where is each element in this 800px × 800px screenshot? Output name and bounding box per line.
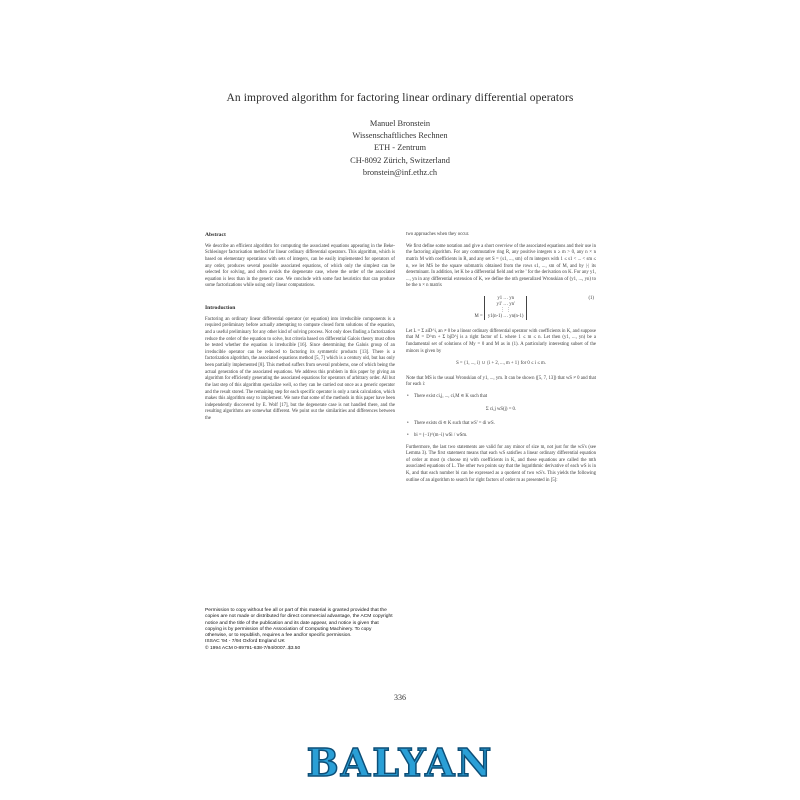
- bullet-item: • There exist ci,j, ..., ci,M ∈ K such that: [406, 394, 596, 401]
- equation-lhs: M =: [474, 314, 483, 319]
- introduction-text: Factoring an ordinary linear differential operator (or equation) into irreducible components is a required preliminary before actually attempting to compute closed form solutions of the equation, and a useful preliminary for any other kind of solving process. Not only does finding a factorization reduce the order of the equation to solve, but criteria based on differential Galois theory must often be tested whether the equation is irreducible [16]. Since determining the Galois group of an irreducible operator can be reduced to factoring its symmetric products [13]. There is a factorization algorithm, the associated equations method [5, 7] which is a century old, but has only been partially implemented [8]. This method suffers from several problems, one of which being the actual generation of the associated equations. We address this problem in this paper by giving an algorithm for efficiently generating the associated equations for operators of arbitrary order. All but the last step of this algorithm specialize well, so they can be carried out once as a generic operator and the result stored. The remaining step for each specific operator is only a rank calculation, which makes this algorithm easy to implement. We note that some of the methods in this paper have been independently discovered by E. Wolf [17], but the degenerate case is not handled there, and the resulting algorithms are somewhat different. We point out the similarities and differences between the: [205, 316, 395, 421]
- matrix-row: y1' … yn': [496, 302, 515, 307]
- author-address: CH-8092 Zürich, Switzerland: [350, 155, 450, 165]
- author-institution: ETH - Zentrum: [373, 143, 427, 153]
- notation-paragraph: We first define some notation and give a short overview of the associated equations and their use in the factoring algorithm. For any commutative ring R, any positive integers n ≥ m > 0, any n × n matrix M with coefficients in R, and any set S = {s1, ..., sm} of m integers with 1 ≤ s1 < ... < sm ≤ n, we let MS be the square submatrix obtained from the rows s1, ..., sm of M, and by |·| its determinant. In addition, let K be a differential field and write ' for the derivation on K. For any y1, ..., yn in any differential extension of K, we define the nth generalized Wronskian of (y1, ..., yn) to be the n × n matrix: [406, 243, 596, 289]
- equation-number: (1): [588, 296, 594, 301]
- abstract-text: We describe an efficient algorithm for computing the associated equations appearing in the Beke-Schlesinger factorisation method for linear ordinary differential operators. This algorithm, which is based on elementary operations with sets of integers, can be easily implemented for operators of any order, produces several possible associated equations, of which only the simplest can be selected for solving, and often avoids the degenerate case, where the order of the associated equation is less than in the generic case. We conclude with some fast heuristics that can produce some factorizations while using only linear computations.: [205, 243, 395, 289]
- copyright-line: © 1994 ACM 0-89791-638-7/94/0007..$3.50: [205, 645, 301, 651]
- bullet-item: • There exists di ∈ K such that wS' = di wS.: [406, 421, 596, 428]
- wronskian-matrix: [484, 296, 528, 320]
- right-column: [406, 232, 596, 489]
- page-number: 336: [394, 693, 406, 702]
- matrix-row: ⋮ ⋮: [500, 308, 511, 313]
- operator-paragraph: Let L = Σ aiD^i, an ≠ 0 be a linear ordinary differential operator with coefficients in K, and suppose that M = D^m + Σ bjD^j is a right factor of L where 1 ≤ m ≤ n. Let then (y1, ..., yn) be a fundamental set of solutions of My = 0 and M as in (1). A particularly interesting subset of the minors is given by: [406, 328, 596, 354]
- author-email: bronstein@inf.ethz.ch: [362, 167, 438, 177]
- equation-sum: Σ ci,j wS(j) = 0.: [485, 406, 517, 412]
- paper-title: An improved algorithm for factoring linear ordinary differential operators: [226, 92, 574, 104]
- conference-line: ISSAC '94 - 7/94 Oxford England UK: [205, 639, 285, 645]
- equation-wronskian: [406, 296, 596, 321]
- watermark-text: BALYAN: [306, 740, 494, 785]
- balyan-watermark: [300, 736, 500, 788]
- matrix-row: y1(n-1) … yn(n-1): [487, 314, 524, 319]
- wronskian-note: Note that MS is the usual Wronskian of y1, ..., ym. It can be shown ([5, 7, 13]) that wS ≠ 0 and that for each i:: [406, 375, 596, 388]
- abstract-heading: Abstract: [205, 232, 226, 238]
- bullet-item: • bi = (−1)^(m−i) wSi / wSm.: [406, 433, 596, 440]
- author-department: Wissenschaftliches Rechnen: [352, 131, 448, 141]
- associated-equations-paragraph: Furthermore, the last two statements are valid for any minor of size m, not just for the wS's (see Lemma 3). The first statement means that each wS satisfies a linear ordinary differential equation of order at most (n choose m) with coefficients in K, and these equations are called the mth associated equations of L. The other two points say that the logarithmic derivative of each wS is in K, and that each number bi can be expressed as a quotient of two wS's. This yields the following outline of an algorithm to search for right factors of order m as presented in [5]:: [406, 444, 596, 483]
- copyright-notice: [205, 608, 395, 652]
- author-name: Manuel Bronstein: [369, 119, 431, 128]
- matrix-row: y1 … yn: [497, 296, 514, 301]
- author-block: [0, 118, 800, 179]
- introduction-heading: Introduction: [205, 305, 236, 311]
- permission-text: Permission to copy without fee all or part of this material is granted provided that the copies are not made or distributed for direct commercial advantage, the ACM copyright notice and the title of the publication and its date appear, and notice is given that copying is by permission of the Association of Computing Machinery. To copy otherwise, or to republish, requires a fee and/or specific permission.: [205, 608, 393, 639]
- continuation-text: two approaches when they occur.: [406, 232, 470, 237]
- equation-minor-set: S = {1, ..., i} ∪ {i + 2, ..., m + 1} for 0 ≤ i ≤ m.: [456, 361, 546, 367]
- left-column: [205, 232, 395, 428]
